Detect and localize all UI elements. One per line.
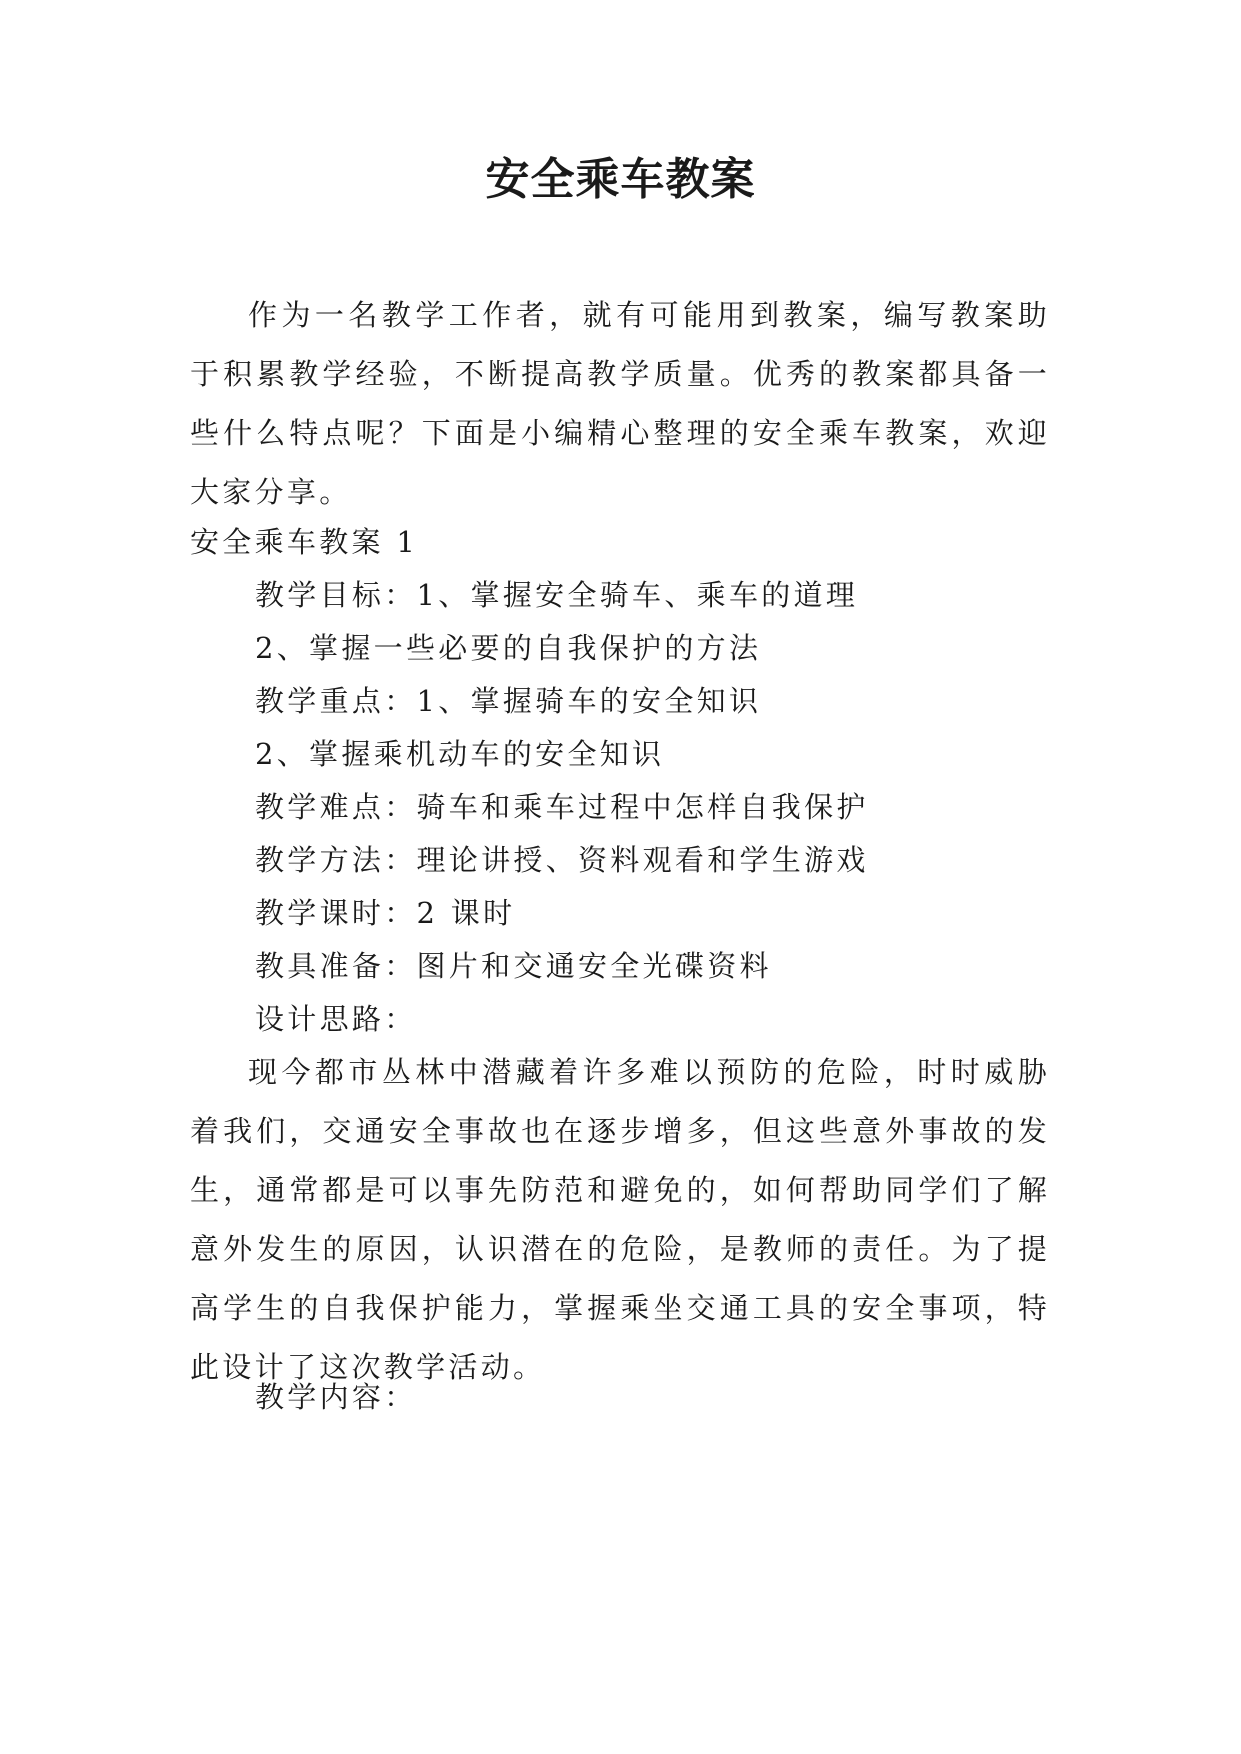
teaching-key-line-2: 2、掌握乘机动车的安全知识 <box>255 737 665 771</box>
teaching-content-label: 教学内容： <box>255 1380 417 1414</box>
design-idea-paragraph <box>190 1043 1050 1397</box>
teaching-goal-line-2: 2、掌握一些必要的自我保护的方法 <box>255 631 762 665</box>
teaching-difficulty-line: 教学难点：骑车和乘车过程中怎样自我保护 <box>255 790 869 824</box>
teaching-method-line: 教学方法：理论讲授、资料观看和学生游戏 <box>255 843 869 877</box>
document-title: 安全乘车教案 <box>485 154 756 205</box>
intro-paragraph <box>190 286 1050 522</box>
teaching-key-line-1: 教学重点：1、掌握骑车的安全知识 <box>255 684 762 718</box>
section-heading: 安全乘车教案 1 <box>190 525 419 559</box>
teaching-hours-line: 教学课时：2 课时 <box>255 896 516 930</box>
teaching-goal-line-1: 教学目标：1、掌握安全骑车、乘车的道理 <box>255 578 859 612</box>
teaching-materials-line: 教具准备：图片和交通安全光碟资料 <box>255 949 772 983</box>
design-idea-label: 设计思路： <box>255 1002 417 1036</box>
design-idea-text: 现今都市丛林中潜藏着许多难以预防的危险，时时威胁着我们，交通安全事故也在逐步增多，但这些意外事故的发生，通常都是可以事先防范和避免的，如何帮助同学们了解意外发生的原因，认识潜在的危险，是教师的责任。为了提高学生的自我保护能力，掌握乘坐交通工具的安全事项，特此设计了这次教学活动。 <box>190 1055 1050 1384</box>
intro-text: 作为一名教学工作者，就有可能用到教案，编写教案助于积累教学经验，不断提高教学质量。优秀的教案都具备一些什么特点呢？下面是小编精心整理的安全乘车教案，欢迎大家分享。 <box>190 298 1050 509</box>
